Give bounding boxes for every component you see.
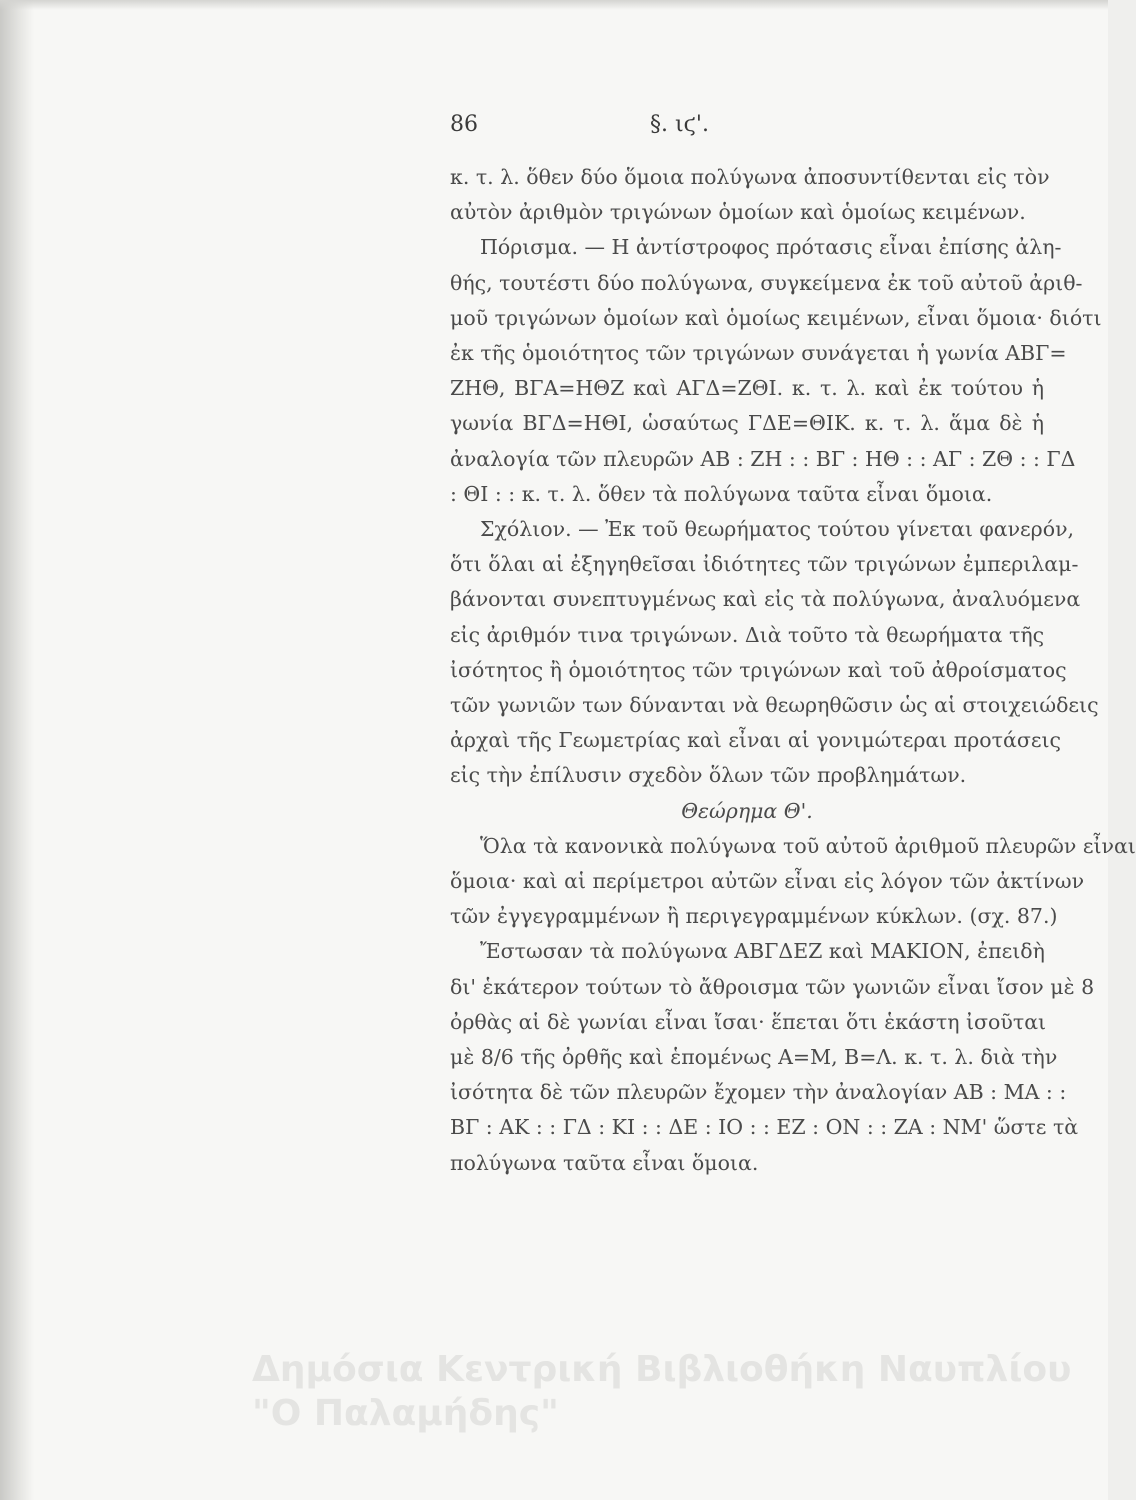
watermark-line: "Ο Παλαμήδης" bbox=[252, 1393, 559, 1434]
text-line: τῶν γωνιῶν των δύνανται νὰ θεωρηθῶσιν ὡς αἱ στοιχειώδεις bbox=[450, 693, 1099, 718]
text-line: κ. τ. λ. ὅθεν δύο ὅμοια πολύγωνα ἀποσυντίθενται εἰς τὸν bbox=[450, 165, 1050, 189]
theorem-statement-line: Ὅλα τὰ κανονικὰ πολύγωνα τοῦ αὐτοῦ ἀριθμοῦ πλευρῶν εἶναι bbox=[480, 833, 1136, 858]
text-line: ἐκ τῆς ὁμοιότητος τῶν τριγώνων συνάγεται ἡ γωνία ΑΒΓ= bbox=[450, 341, 1067, 366]
text-line: ἰσότητα δὲ τῶν πλευρῶν ἔχομεν τὴν ἀναλογίαν ΑΒ : ΜΑ : : bbox=[450, 1080, 1067, 1105]
text-line: θής, τουτέστι δύο πολύγωνα, συγκείμενα ἐκ τοῦ αὐτοῦ ἀριθ- bbox=[450, 270, 1083, 295]
text-line: εἰς τὴν ἐπίλυσιν σχεδὸν ὅλων τῶν προβλημάτων. bbox=[450, 763, 967, 788]
scholium-heading-line: Σχόλιον. — Ἐκ τοῦ θεωρήματος τούτου γίνεται φανερόν, bbox=[480, 517, 1075, 542]
watermark-line: Δημόσια Κεντρική Βιβλιοθήκη Ναυπλίου bbox=[252, 1349, 1072, 1390]
text-line: ὅτι ὅλαι αἱ ἐξηγηθεῖσαι ἰδιότητες τῶν τριγώνων ἐμπεριλαμ- bbox=[450, 552, 1079, 577]
text-line: ὅμοια· καὶ αἱ περίμετροι αὐτῶν εἶναι εἰς λόγον τῶν ἀκτίνων bbox=[450, 869, 1085, 894]
text-line: μοῦ τριγώνων ὁμοίων καὶ ὁμοίως κειμένων, εἶναι ὅμοια· διότι bbox=[450, 305, 1102, 330]
text-line: πολύγωνα ταῦτα εἶναι ὅμοια. bbox=[450, 1150, 759, 1175]
corollary-heading-line: Πόρισμα. — Η ἀντίστροφος πρότασις εἶναι ἐπίσης ἀλη- bbox=[480, 235, 1062, 260]
text-line: βάνονται συνεπτυγμένως καὶ εἰς τὰ πολύγωνα, ἀναλυόμενα bbox=[450, 587, 1081, 612]
text-line: ἀναλογία τῶν πλευρῶν ΑΒ : ΖΗ : : ΒΓ : ΗΘ : : ΑΓ : ΖΘ : : ΓΔ bbox=[450, 446, 1076, 471]
page-number: 86 bbox=[450, 112, 478, 137]
text-line: μὲ 8/6 τῆς ὀρθῆς καὶ ἑπομένως Α=Μ, Β=Λ. κ. τ. λ. διὰ τὴν bbox=[450, 1045, 1058, 1070]
section-mark: §. ιϛ'. bbox=[650, 112, 709, 137]
page-header bbox=[450, 112, 800, 152]
text-line: ΖΗΘ, ΒΓΑ=ΗΘΖ καὶ ΑΓΔ=ΖΘΙ. κ. τ. λ. καὶ ἐκ τούτου ἡ bbox=[450, 376, 1044, 401]
text-line: δι' ἑκάτερον τούτων τὸ ἄθροισμα τῶν γωνιῶν εἶναι ἴσον μὲ 8 bbox=[450, 974, 1095, 999]
text-line: ἰσότητος ἢ ὁμοιότητος τῶν τριγώνων καὶ τοῦ ἀθροίσματος bbox=[450, 657, 1067, 682]
proof-start-line: Ἔστωσαν τὰ πολύγωνα ΑΒΓΔΕΖ καὶ ΜΑΚΙΟΝ, ἐπειδὴ bbox=[480, 939, 1045, 964]
text-line: : ΘΙ : : κ. τ. λ. ὅθεν τὰ πολύγωνα ταῦτα εἶναι ὅμοια. bbox=[450, 481, 993, 506]
theorem-title: Θεώρημα Θ'. bbox=[681, 798, 813, 823]
text-line: εἰς ἀριθμόν τινα τριγώνων. Διὰ τοῦτο τὰ θεωρήματα τῆς bbox=[450, 622, 1045, 647]
text-line: αὐτὸν ἀριθμὸν τριγώνων ὁμοίων καὶ ὁμοίως κειμένων. bbox=[450, 200, 1026, 225]
body-text bbox=[450, 160, 1136, 1181]
text-line: τῶν ἐγγεγραμμένων ἢ περιγεγραμμένων κύκλων. (σχ. 87.) bbox=[450, 904, 1058, 929]
library-watermark bbox=[252, 1348, 1072, 1436]
text-line: ΒΓ : ΑΚ : : ΓΔ : ΚΙ : : ΔΕ : ΙΟ : : ΕΖ : ΟΝ : : ΖΑ : ΝΜ' ὥστε τὰ bbox=[450, 1115, 1079, 1140]
page-top-edge bbox=[0, 0, 1108, 10]
text-line: ὀρθὰς αἱ δὲ γωνίαι εἶναι ἴσαι· ἕπεται ὅτι ἑκάστη ἰσοῦται bbox=[450, 1009, 1047, 1034]
text-line: γωνία ΒΓΔ=ΗΘΙ, ὡσαύτως ΓΔΕ=ΘΙΚ. κ. τ. λ. ἅμα δὲ ἡ bbox=[450, 411, 1044, 436]
binding-shadow bbox=[0, 0, 34, 1500]
text-line: ἀρχαὶ τῆς Γεωμετρίας καὶ εἶναι αἱ γονιμώτεραι προτάσεις bbox=[450, 728, 1061, 753]
